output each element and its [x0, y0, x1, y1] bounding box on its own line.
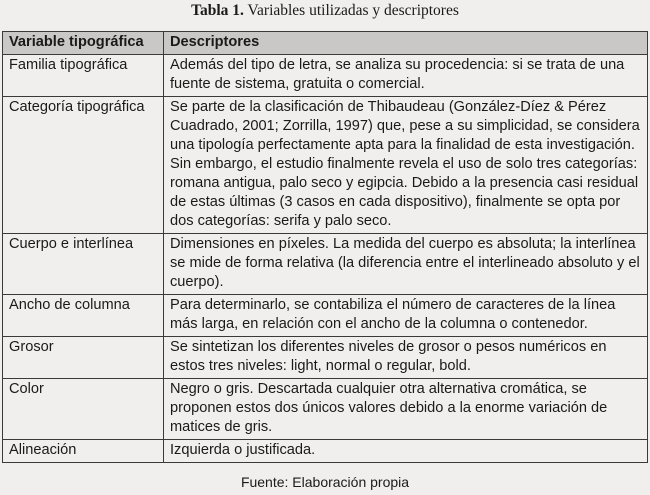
table-row	[3, 97, 648, 234]
descriptor-cell: Izquierda o justificada.	[164, 440, 648, 463]
variable-cell: Ancho de columna	[3, 295, 164, 337]
source-footnote: Fuente: Elaboración propia	[240, 474, 410, 490]
table-row	[3, 379, 648, 440]
table-row	[3, 55, 648, 97]
descriptor-cell: Se sintetizan los diferentes niveles de grosor o pesos numéricos en estos tres niveles: light, normal o regular, bold.	[164, 337, 648, 379]
descriptor-cell: Para determinarlo, se contabiliza el número de caracteres de la línea más larga, en relación con el ancho de la columna o contenedor.	[164, 295, 648, 337]
variable-cell: Alineación	[3, 440, 164, 463]
descriptor-cell: Además del tipo de letra, se analiza su procedencia: si se trata de una fuente de sistema, gratuita o comercial.	[164, 55, 648, 97]
variable-cell: Cuerpo e interlínea	[3, 234, 164, 295]
table-caption-text: Variables utilizadas y descriptores	[247, 2, 459, 19]
table-caption-label: Tabla 1.	[191, 2, 244, 19]
descriptors-table-container	[2, 31, 647, 463]
table-row	[3, 234, 648, 295]
column-header-descriptors: Descriptores	[164, 32, 648, 55]
table-row	[3, 295, 648, 337]
descriptors-table	[2, 31, 648, 463]
column-header-variable: Variable tipográfica	[3, 32, 164, 55]
table-row	[3, 440, 648, 463]
table-header-row	[3, 32, 648, 55]
table-caption	[0, 0, 650, 22]
variable-cell: Grosor	[3, 337, 164, 379]
table-row	[3, 337, 648, 379]
variable-cell: Color	[3, 379, 164, 440]
variable-cell: Categoría tipográfica	[3, 97, 164, 234]
descriptor-cell: Se parte de la clasificación de Thibaudeau (González-Díez & Pérez Cuadrado, 2001; Zorrilla, 1997) que, pese a su simplicidad, se considera una tipología perfectamente apta para la finalidad de esta investigación. Sin embargo, el estudio finalmente revela el uso de solo tres categorías: romana antigua, palo seco y egipcia. Debido a la presencia casi residual de estas últimas (3 casos en cada dispositivo), finalmente se opta por dos categorías: serifa y palo seco.	[164, 97, 648, 234]
variable-cell: Familia tipográfica	[3, 55, 164, 97]
descriptor-cell: Dimensiones en píxeles. La medida del cuerpo es absoluta; la interlínea se mide de forma relativa (la diferencia entre el interlineado absoluto y el cuerpo).	[164, 234, 648, 295]
descriptor-cell: Negro o gris. Descartada cualquier otra alternativa cromática, se proponen estos dos únicos valores debido a la enorme variación de matices de gris.	[164, 379, 648, 440]
